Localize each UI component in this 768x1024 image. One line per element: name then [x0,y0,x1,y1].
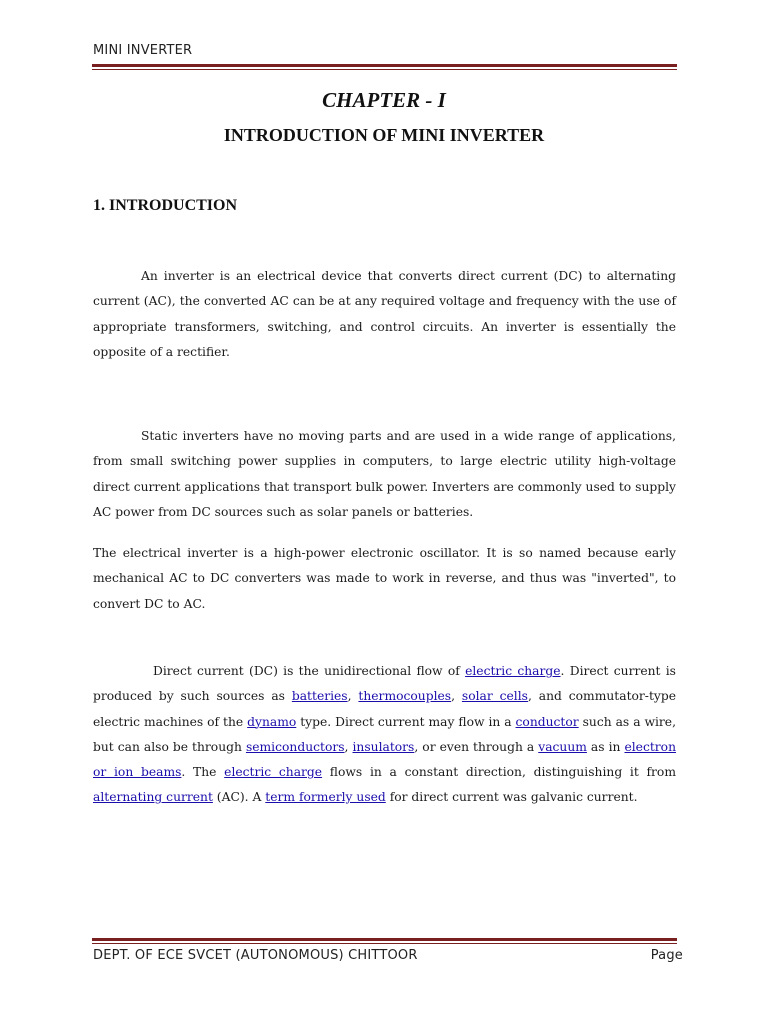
link-thermocouples[interactable]: thermocouples [358,689,452,704]
text-run: (AC). A [212,790,266,805]
header-rule-thick [92,64,677,67]
link-dynamo[interactable]: dynamo [247,714,297,729]
footer-department: DEPT. OF ECE SVCET (AUTONOMOUS) CHITTOOR [93,948,418,963]
paragraph-3: The electrical inverter is a high-power electronic oscillator. It is so named because early mechanical AC to DC converters was made to work in reverse, and thus was "inverted", to convert DC to AC. [93,546,676,611]
text-run: , or even through a [414,739,539,754]
paragraph-4 [93,659,676,811]
text-run: such as a wire, but can also be through [93,714,676,754]
text-run: as in [586,739,625,754]
text-run: , [451,689,462,704]
link-electric-charge-2[interactable]: electric charge [224,765,323,780]
paragraph-2: Static inverters have no moving parts and are used in a wide range of applications, from small switching power supplies in computers, to large electric utility high-voltage direct current applications that transport bulk power. Inverters are commonly used to supply AC power from DC sources such as solar panels or batteries. [93,429,676,519]
link-term-formerly-used[interactable]: term formerly used [265,790,386,805]
link-solar-cells[interactable]: solar cells [461,689,528,704]
text-run: , [347,689,359,704]
link-insulators[interactable]: insulators [352,739,415,754]
section-heading: 1. INTRODUCTION [93,197,238,214]
text-run: for direct current was galvanic current. [385,790,638,805]
text-run: . The [181,765,225,780]
running-header: MINI INVERTER [93,43,193,58]
text-run: type. Direct current may flow in a [296,714,516,729]
link-electric-charge[interactable]: electric charge [465,664,561,678]
footer-rule-thin [92,943,677,944]
text-run: Direct current (DC) is the unidirectional flow of [153,664,466,678]
chapter-heading: CHAPTER - I [322,88,446,112]
header-rule-thin [92,69,677,70]
link-vacuum[interactable]: vacuum [538,739,587,754]
footer-rule-thick [92,938,677,941]
paragraph-1: An inverter is an electrical device that converts direct current (DC) to alternating current (AC), the converted AC can be at any required voltage and frequency with the use of appropriate transformers, switching, and control circuits. An inverter is essentially the opposite of a rectifier. [93,269,676,359]
link-conductor[interactable]: conductor [515,714,579,729]
link-semiconductors[interactable]: semiconductors [245,739,345,754]
text-run: flows in a constant direction, distinguishing it from [322,765,676,780]
text-run: , [344,739,353,754]
text-run: , and commutator-type electric machines of the [93,689,676,729]
footer-page-label: Page [650,948,683,963]
page-title: INTRODUCTION OF MINI INVERTER [223,125,545,145]
link-electron-or-ion-beams[interactable]: electron or ion beams [93,739,676,780]
link-batteries[interactable]: batteries [291,689,348,704]
link-alternating-current[interactable]: alternating current [93,790,213,805]
text-run: . Direct current is produced by such sources as [93,664,676,704]
